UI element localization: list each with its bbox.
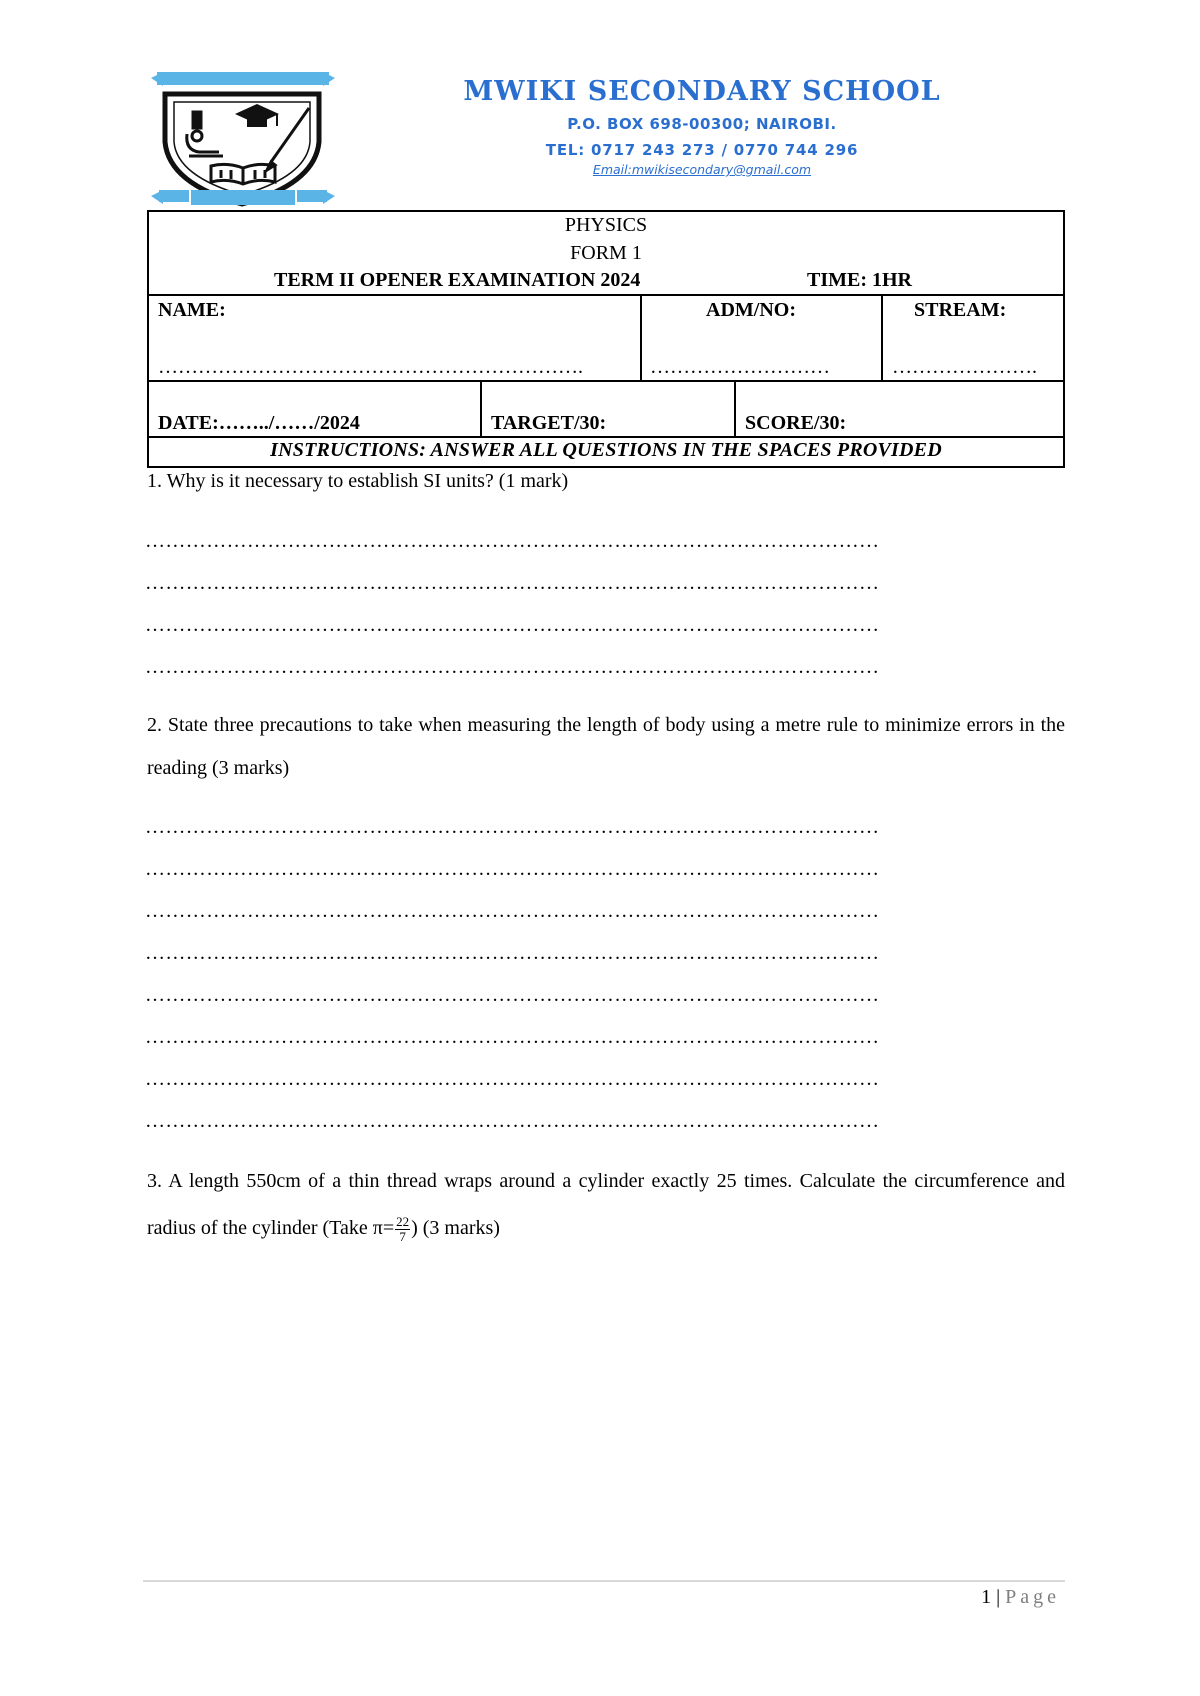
answer-line[interactable]: ……………………………………………………………………………………………… xyxy=(145,1068,880,1090)
answer-line[interactable]: ……………………………………………………………………………………………… xyxy=(145,656,880,678)
fraction-denominator: 7 xyxy=(399,1228,406,1244)
stream-label: STREAM: xyxy=(914,299,1007,321)
stream-field[interactable]: …………………. xyxy=(892,356,1037,378)
exam-subject: PHYSICS xyxy=(564,214,648,236)
score-label: SCORE/30: xyxy=(745,412,847,434)
question-3 xyxy=(147,1158,1065,1252)
answer-line[interactable]: ……………………………………………………………………………………………… xyxy=(145,942,880,964)
exam-title: TERM II OPENER EXAMINATION 2024 xyxy=(274,269,641,291)
question-3-text: 3. A length 550cm of a thin thread wraps around a cylinder exactly 25 times. Calculate the circumference and radius of the cylinder (Take π= xyxy=(147,1170,1065,1239)
adm-label: ADM/NO: xyxy=(706,299,796,321)
page-word: Page xyxy=(1005,1586,1060,1608)
school-address: P.O. BOX 698-00300; NAIROBI. xyxy=(567,115,837,133)
fraction-numerator: 22 xyxy=(396,1213,410,1229)
question-2: 2. State three precautions to take when measuring the length of body using a metre rule to minimize errors in the reading (3 marks) xyxy=(147,714,1065,779)
exam-time: TIME: 1HR xyxy=(807,269,912,291)
page-number-value: 1 xyxy=(981,1586,992,1608)
answer-line[interactable]: ……………………………………………………………………………………………… xyxy=(145,858,880,880)
name-label: NAME: xyxy=(158,299,226,321)
answer-line[interactable]: ……………………………………………………………………………………………… xyxy=(145,530,880,552)
question-3-marks: ) (3 marks) xyxy=(411,1217,500,1239)
answer-line[interactable]: ……………………………………………………………………………………………… xyxy=(145,900,880,922)
question-1: 1. Why is it necessary to establish SI units? (1 mark) xyxy=(147,470,569,492)
page-number xyxy=(981,1586,1060,1609)
school-name: MWIKI SECONDARY SCHOOL xyxy=(463,76,941,107)
name-field[interactable]: ………………………………………………………. xyxy=(158,356,583,378)
date-field[interactable]: DATE:……../……/2024 xyxy=(158,412,360,434)
school-logo xyxy=(147,72,339,208)
answer-line[interactable]: ……………………………………………………………………………………………… xyxy=(145,816,880,838)
exam-form: FORM 1 xyxy=(570,242,642,264)
answer-line[interactable]: ……………………………………………………………………………………………… xyxy=(145,1026,880,1048)
answer-line[interactable]: ……………………………………………………………………………………………… xyxy=(145,1110,880,1132)
answer-line[interactable]: ……………………………………………………………………………………………… xyxy=(145,984,880,1006)
answer-line[interactable]: ……………………………………………………………………………………………… xyxy=(145,614,880,636)
target-label: TARGET/30: xyxy=(491,412,607,434)
answer-line[interactable]: ……………………………………………………………………………………………… xyxy=(145,572,880,594)
pi-fraction xyxy=(395,1215,410,1244)
school-telephone: TEL: 0717 243 273 / 0770 744 296 xyxy=(545,141,859,159)
school-email[interactable]: Email:mwikisecondary@gmail.com xyxy=(592,162,812,177)
footer-rule xyxy=(143,1580,1065,1582)
adm-field[interactable]: ……………………… xyxy=(650,356,830,378)
instructions: INSTRUCTIONS: ANSWER ALL QUESTIONS IN THE SPACES PROVIDED xyxy=(270,439,942,461)
page-separator: | xyxy=(996,1586,1001,1608)
